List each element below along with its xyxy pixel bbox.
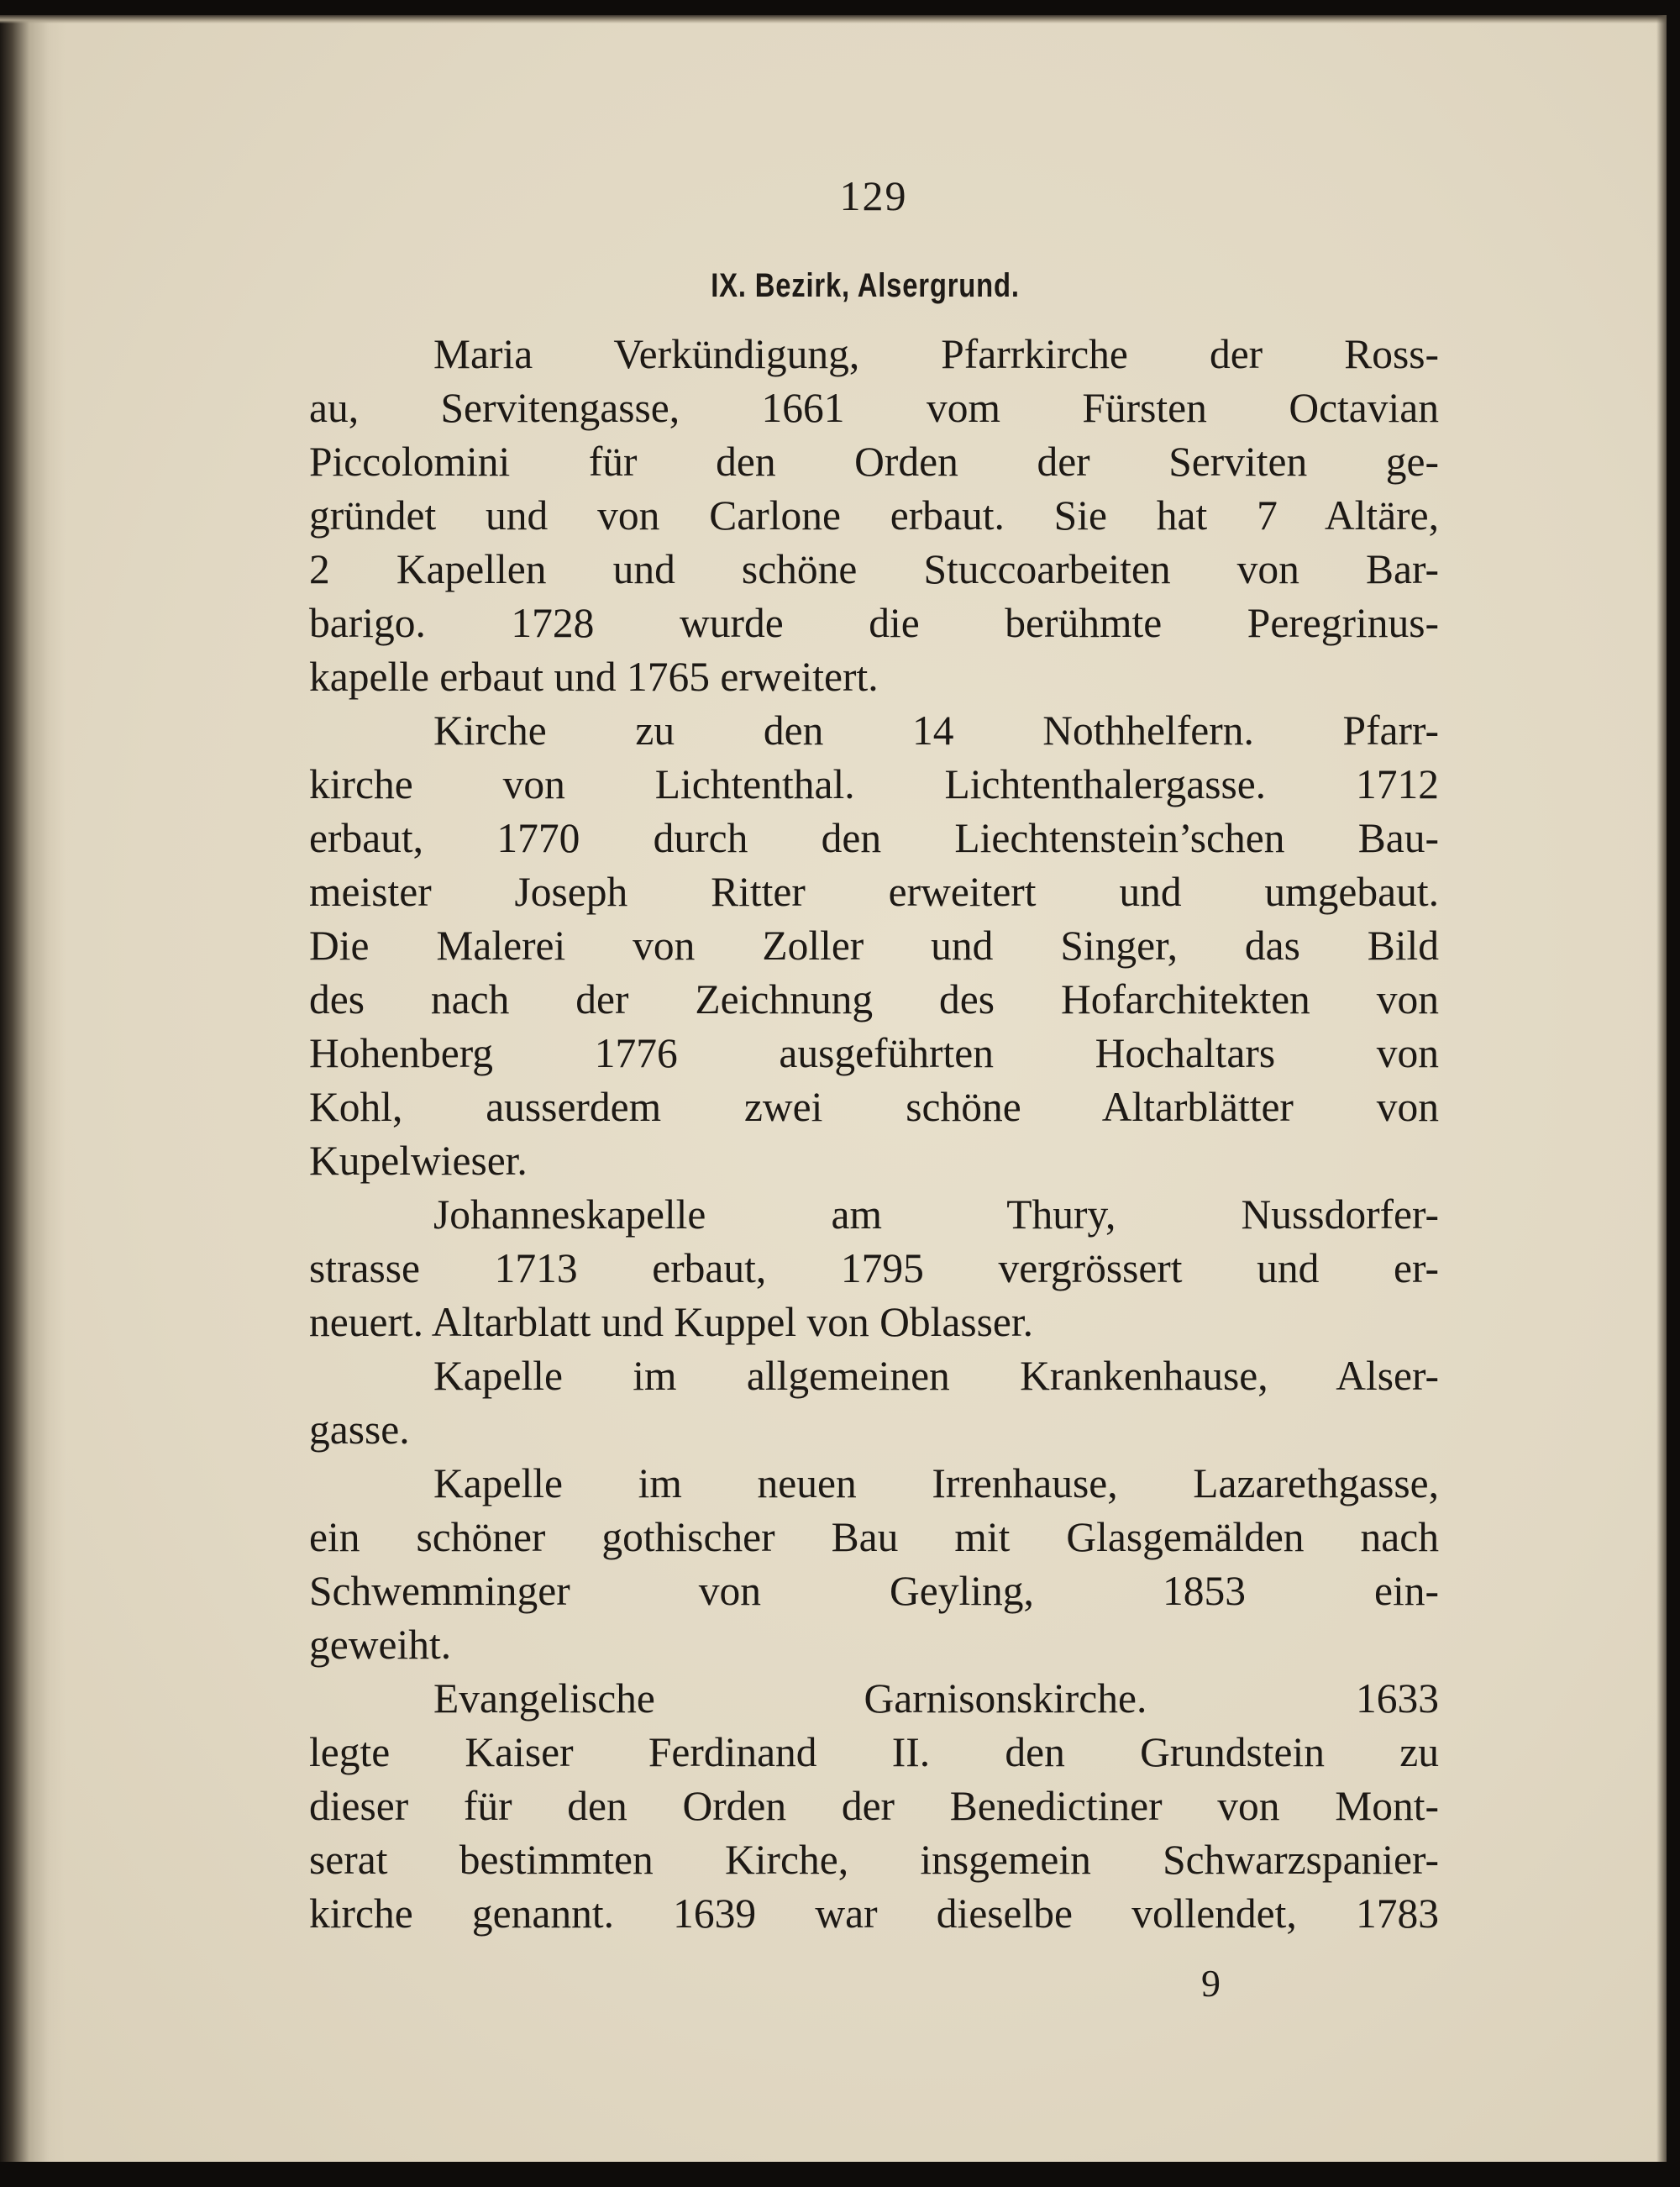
printer-signature-mark: 9 — [1201, 1962, 1221, 2005]
text-line: kirche genannt. 1639 war dieselbe vollendet, 1783 — [309, 1890, 1439, 1937]
text-line: Schwemminger von Geyling, 1853 ein- — [309, 1568, 1439, 1614]
district-heading: IX. Bezirk, Alsergrund. — [711, 267, 1020, 304]
text-line: Kapelle im neuen Irrenhause, Lazarethgasse, — [433, 1460, 1439, 1506]
text-line: Kapelle im allgemeinen Krankenhause, Alser- — [433, 1353, 1439, 1399]
text-line: neuert. Altarblatt und Kuppel von Oblasser. — [309, 1299, 1033, 1345]
text-line: serat bestimmten Kirche, insgemein Schwarzspanier- — [309, 1837, 1439, 1883]
text-line: au, Servitengasse, 1661 vom Fürsten Octavian — [309, 385, 1439, 431]
scan-bottom-border — [0, 2162, 1680, 2187]
text-line: Piccolomini für den Orden der Serviten ge- — [309, 439, 1439, 485]
body-text — [309, 328, 1439, 1941]
text-line: 2 Kapellen und schöne Stuccoarbeiten von Bar- — [309, 546, 1439, 592]
text-line: Johanneskapelle am Thury, Nussdorfer- — [433, 1191, 1439, 1238]
text-line: Hohenberg 1776 ausgeführten Hochaltars von — [309, 1030, 1439, 1076]
binding-gutter — [0, 15, 66, 2162]
text-line: meister Joseph Ritter erweitert und umgebaut. — [309, 869, 1439, 915]
text-line: legte Kaiser Ferdinand II. den Grundstein zu — [309, 1729, 1439, 1775]
text-line: Evangelische Garnisonskirche. 1633 — [433, 1675, 1439, 1722]
text-line: gasse. — [309, 1406, 410, 1453]
text-line: barigo. 1728 wurde die berühmte Peregrinus- — [309, 600, 1439, 646]
text-line: Maria Verkündigung, Pfarrkirche der Ross- — [433, 331, 1439, 377]
text-line: Kirche zu den 14 Nothhelfern. Pfarr- — [433, 707, 1439, 754]
text-line: ein schöner gothischer Bau mit Glasgemälden nach — [309, 1514, 1439, 1560]
text-line: erbaut, 1770 durch den Liechtenstein’schen Bau- — [309, 815, 1439, 861]
book-page — [0, 15, 1667, 2162]
text-line: geweiht. — [309, 1622, 452, 1668]
text-line: Kupelwieser. — [309, 1138, 528, 1184]
text-line: Die Malerei von Zoller und Singer, das Bild — [309, 923, 1439, 969]
text-line: kapelle erbaut und 1765 erweitert. — [309, 654, 879, 700]
text-line: des nach der Zeichnung des Hofarchitekten von — [309, 976, 1439, 1023]
text-line: strasse 1713 erbaut, 1795 vergrössert und er- — [309, 1245, 1439, 1291]
page-right-edge — [1656, 15, 1667, 2162]
text-line: Kohl, ausserdem zwei schöne Altarblätter von — [309, 1084, 1439, 1130]
text-line: gründet und von Carlone erbaut. Sie hat 7 Altäre, — [309, 492, 1439, 539]
page-top-edge — [0, 15, 1667, 24]
page-number: 129 — [839, 172, 908, 219]
text-line: dieser für den Orden der Benedictiner von Mont- — [309, 1783, 1439, 1829]
text-line: kirche von Lichtenthal. Lichtenthalergasse. 1712 — [309, 761, 1439, 807]
